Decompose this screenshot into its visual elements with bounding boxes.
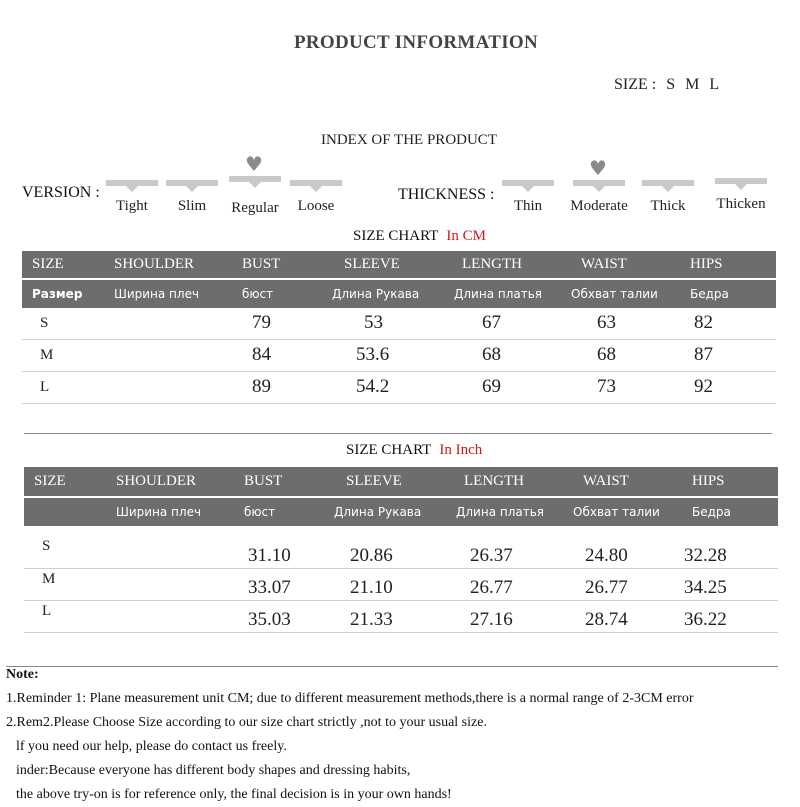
thickness-option-thick	[642, 180, 694, 224]
table-row	[24, 536, 778, 568]
header-cell: SIZE	[24, 467, 104, 496]
note-heading: Note:	[6, 667, 39, 682]
size-cell: M	[22, 339, 102, 371]
cm-chart-title	[353, 228, 486, 245]
thickness-label: THICKNESS :	[398, 186, 495, 203]
table-cell: 68	[567, 339, 682, 371]
header-cell-ru: Бедра	[684, 498, 778, 526]
table-cell: 92	[682, 371, 776, 403]
table-cell: 32.28	[684, 536, 778, 568]
table-cell: 34.25	[684, 568, 778, 600]
note-line: the above try-on is for reference only, the final decision is in your own hands!	[16, 787, 452, 802]
chart-title-text: SIZE CHART	[346, 442, 432, 458]
note-line: lf you need our help, please do contact us freely.	[16, 739, 287, 754]
size-chart-inch	[24, 467, 778, 633]
version-option-label: Regular	[231, 200, 279, 216]
table-header-row-ru	[24, 498, 778, 526]
table-cell: 68	[452, 339, 567, 371]
header-cell-ru	[24, 498, 104, 526]
thickness-option-label: Thicken	[716, 196, 766, 212]
header-cell: HIPS	[682, 251, 776, 278]
table-cell	[104, 568, 244, 600]
table-cell: 21.33	[334, 600, 454, 632]
header-cell-ru: Обхват талии	[567, 280, 682, 308]
header-cell-ru: бюст	[244, 498, 334, 526]
table-cell: 26.77	[569, 568, 684, 600]
version-option-label: Slim	[177, 198, 207, 214]
version-option-label: Loose	[297, 198, 335, 214]
index-title: INDEX OF THE PRODUCT	[321, 132, 497, 148]
header-cell-ru: Ширина плеч	[102, 280, 242, 308]
header-cell: LENGTH	[454, 467, 569, 496]
inch-chart-title	[346, 442, 482, 459]
table-row	[22, 339, 776, 371]
table-row	[24, 600, 778, 632]
table-header-row	[24, 467, 778, 496]
header-cell-ru: Длина платья	[454, 498, 569, 526]
table-cell	[102, 308, 242, 339]
header-cell: BUST	[244, 467, 334, 496]
header-cell-ru: Длина Рукава	[334, 498, 454, 526]
table-cell: 26.77	[454, 568, 569, 600]
table-cell: 20.86	[334, 536, 454, 568]
table-cell	[102, 371, 242, 403]
table-cell: 67	[452, 308, 567, 339]
header-cell-ru: Размер	[22, 280, 102, 308]
header-cell: SIZE	[22, 251, 102, 278]
thickness-option-label: Moderate	[570, 198, 628, 214]
size-cell: S	[24, 536, 104, 568]
header-cell-ru: Длина Рукава	[332, 280, 452, 308]
table-cell: 27.16	[454, 600, 569, 632]
table-cell: 82	[682, 308, 776, 339]
table-cell: 24.80	[569, 536, 684, 568]
table-cell: 36.22	[684, 600, 778, 632]
section-divider	[24, 433, 772, 434]
thickness-option-thicken	[715, 178, 767, 222]
table-cell: 26.37	[454, 536, 569, 568]
table-cell: 54.2	[332, 371, 452, 403]
table-cell: 63	[567, 308, 682, 339]
note-line: inder:Because everyone has different body shapes and dressing habits,	[16, 763, 411, 778]
table-cell	[102, 339, 242, 371]
unit-label: In Inch	[439, 442, 483, 458]
size-label: SIZE :	[614, 76, 657, 93]
version-option-loose	[290, 180, 342, 224]
thickness-option-label: Thin	[513, 198, 543, 214]
header-cell: SLEEVE	[332, 251, 452, 278]
table-cell: 73	[567, 371, 682, 403]
table-cell: 87	[682, 339, 776, 371]
heart-icon: ♥	[589, 156, 607, 180]
note-line: 2.Rem2.Please Choose Size according to our size chart strictly ,not to your usual size.	[6, 715, 487, 730]
header-cell-ru: Ширина плеч	[104, 498, 244, 526]
header-cell-ru: бюст	[242, 280, 332, 308]
size-cell: S	[22, 308, 102, 339]
table-cell	[104, 600, 244, 632]
table-cell: 28.74	[569, 600, 684, 632]
header-cell: WAIST	[567, 251, 682, 278]
table-row	[22, 308, 776, 339]
header-cell-ru: Обхват талии	[569, 498, 684, 526]
size-chart-cm	[22, 251, 776, 404]
header-cell: SHOULDER	[102, 251, 242, 278]
table-header-row	[22, 251, 776, 278]
header-cell: HIPS	[684, 467, 778, 496]
table-cell: 21.10	[334, 568, 454, 600]
table-cell	[104, 536, 244, 568]
size-cell: L	[24, 600, 104, 632]
thickness-option-moderate	[570, 156, 628, 224]
thickness-option-thin	[502, 180, 554, 224]
header-cell: BUST	[242, 251, 332, 278]
table-row	[24, 568, 778, 600]
size-cell: M	[24, 568, 104, 600]
unit-label: In CM	[446, 228, 486, 244]
size-values: S M L	[666, 76, 723, 93]
table-row	[22, 371, 776, 403]
note-section	[6, 663, 694, 807]
header-cell: SLEEVE	[334, 467, 454, 496]
table-cell: 53	[332, 308, 452, 339]
chart-title-text: SIZE CHART	[353, 228, 439, 244]
header-cell-ru: Длина платья	[452, 280, 567, 308]
heart-icon: ♥	[245, 152, 263, 176]
header-cell-ru: Бедра	[682, 280, 776, 308]
size-cell: L	[22, 371, 102, 403]
table-cell: 84	[242, 339, 332, 371]
version-option-label: Tight	[116, 198, 148, 214]
version-label: VERSION :	[22, 184, 100, 201]
table-cell: 53.6	[332, 339, 452, 371]
size-options	[614, 76, 722, 94]
note-line: 1.Reminder 1: Plane measurement unit CM; due to different measurement methods,there is a normal range of 2-3CM error	[6, 691, 694, 706]
table-cell: 31.10	[244, 536, 334, 568]
table-cell: 79	[242, 308, 332, 339]
thickness-option-label: Thick	[650, 198, 686, 214]
table-cell: 89	[242, 371, 332, 403]
page-title: PRODUCT INFORMATION	[293, 32, 539, 53]
table-cell: 69	[452, 371, 567, 403]
header-cell: WAIST	[569, 467, 684, 496]
table-header-row-ru	[22, 280, 776, 308]
header-cell: SHOULDER	[104, 467, 244, 496]
table-cell: 33.07	[244, 568, 334, 600]
table-cell: 35.03	[244, 600, 334, 632]
header-cell: LENGTH	[452, 251, 567, 278]
